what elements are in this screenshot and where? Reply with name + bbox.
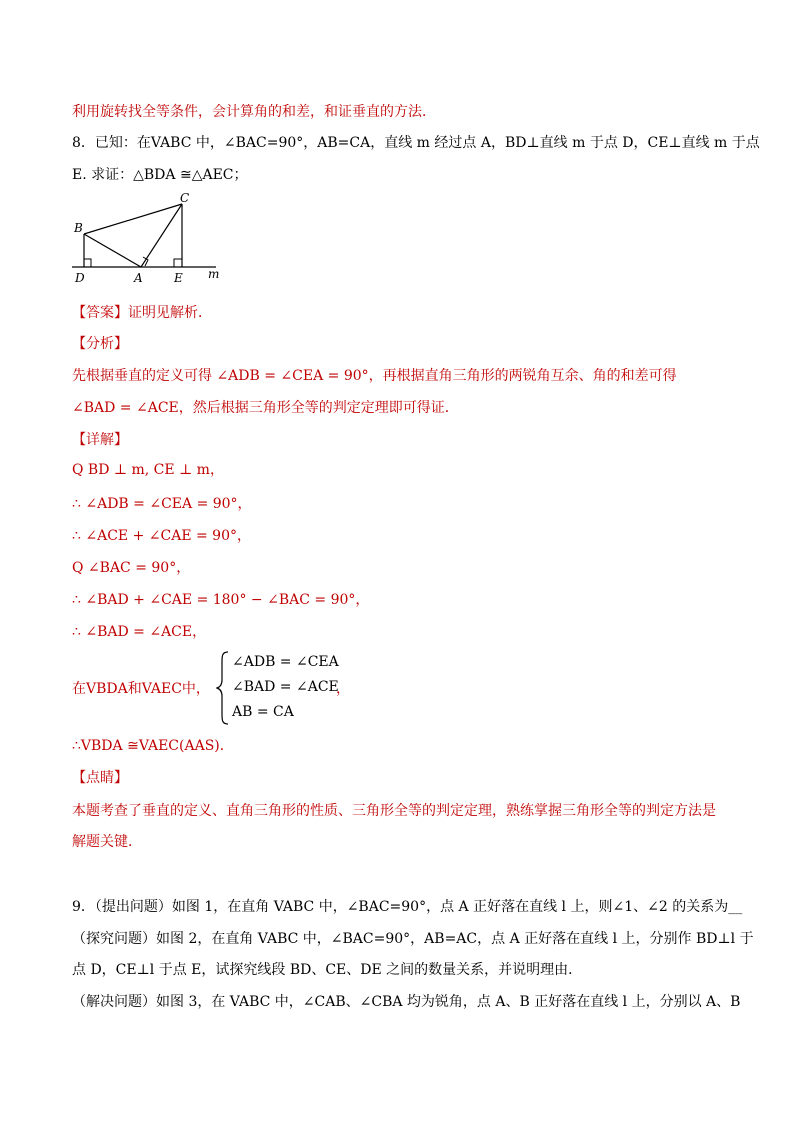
- q9-line1: 9．（提出问题）如图 1，在直角 VABC 中，∠BAC=90°，点 A 正好落在直线 l 上，则∠1、∠2 的关系为__: [72, 899, 743, 915]
- label-a: A: [134, 271, 143, 284]
- label-m: m: [208, 267, 220, 281]
- q8-line2: E. 求证：△BDA ≅△AEC；: [72, 167, 248, 183]
- step-1: Q BD ⊥ m, CE ⊥ m，: [72, 462, 224, 478]
- comment-line2: 解题关键．: [72, 834, 142, 850]
- answer-tag: 【答案】: [72, 305, 128, 321]
- answer-text: 证明见解析．: [128, 305, 212, 321]
- comment-line1: 本题考查了垂直的定义、直角三角形的性质、三角形全等的判定定理，熟练掌握三角形全等的判定方法是: [72, 803, 716, 819]
- segment-ba: [84, 234, 141, 267]
- segment-bc: [84, 204, 182, 234]
- step-3: ∴ ∠ACE + ∠CAE = 90°，: [72, 528, 251, 544]
- comment-tag: 【点睛】: [72, 770, 128, 786]
- analysis-line2: ∠BAD = ∠ACE，然后根据三角形全等的判定定理即可得证．: [72, 400, 459, 416]
- q9-line2: （探究问题）如图 2，在直角 VABC 中，∠BAC=90°，AB=AC，点 A 正好落在直线 l 上，分别作 BD⊥l 于: [72, 931, 754, 947]
- system-line-1: ∠ADB = ∠CEA: [232, 654, 339, 670]
- analysis-line1: 先根据垂直的定义可得 ∠ADB = ∠CEA = 90°，再根据直角三角形的两锐角互余、角的和差可得: [72, 368, 677, 384]
- label-c: C: [180, 192, 190, 205]
- system-comma: ，: [336, 681, 350, 697]
- system-line-2: ∠BAD = ∠ACE: [232, 679, 339, 695]
- detail-tag: 【详解】: [72, 432, 128, 448]
- q8-figure: [70, 192, 230, 288]
- label-b: B: [74, 221, 83, 235]
- right-angle-d: [84, 259, 91, 267]
- q9-line3: 点 D，CE⊥l 于点 E，试探究线段 BD、CE、DE 之间的数量关系，并说明理由．: [72, 962, 583, 978]
- analysis-tag: 【分析】: [72, 336, 128, 352]
- q9-line4: （解决问题）如图 3，在 VABC 中，∠CAB、∠CBA 均为锐角，点 A、B 正好落在直线 l 上，分别以 A、B: [72, 994, 741, 1010]
- left-brace: [216, 650, 230, 726]
- conclusion: ∴VBDA ≅VAEC(AAS)．: [72, 738, 234, 754]
- system-lines: [232, 650, 339, 725]
- right-angle-e: [174, 259, 182, 267]
- intro-line: 利用旋转找全等条件，会计算角的和差，和证垂直的方法．: [72, 104, 436, 120]
- step-6: ∴ ∠BAD = ∠ACE，: [72, 624, 207, 640]
- step-4: Q ∠BAC = 90°，: [72, 560, 191, 576]
- q8-line1: 8．已知：在VABC 中，∠BAC=90°，AB=CA，直线 m 经过点 A，BD⊥直线 m 于点 D，CE⊥直线 m 于点: [72, 135, 760, 151]
- system-label: 在VBDA和VAEC中，: [72, 681, 210, 697]
- system-line-3: AB = CA: [232, 704, 294, 720]
- step-5: ∴ ∠BAD + ∠CAE = 180° − ∠BAC = 90°，: [72, 592, 370, 608]
- segment-ac: [141, 204, 182, 267]
- label-e: E: [174, 271, 183, 284]
- label-d: D: [75, 271, 85, 284]
- triangle-diagram: [70, 192, 230, 284]
- step-2: ∴ ∠ADB = ∠CEA = 90°，: [72, 496, 252, 512]
- answer-row: [72, 303, 212, 323]
